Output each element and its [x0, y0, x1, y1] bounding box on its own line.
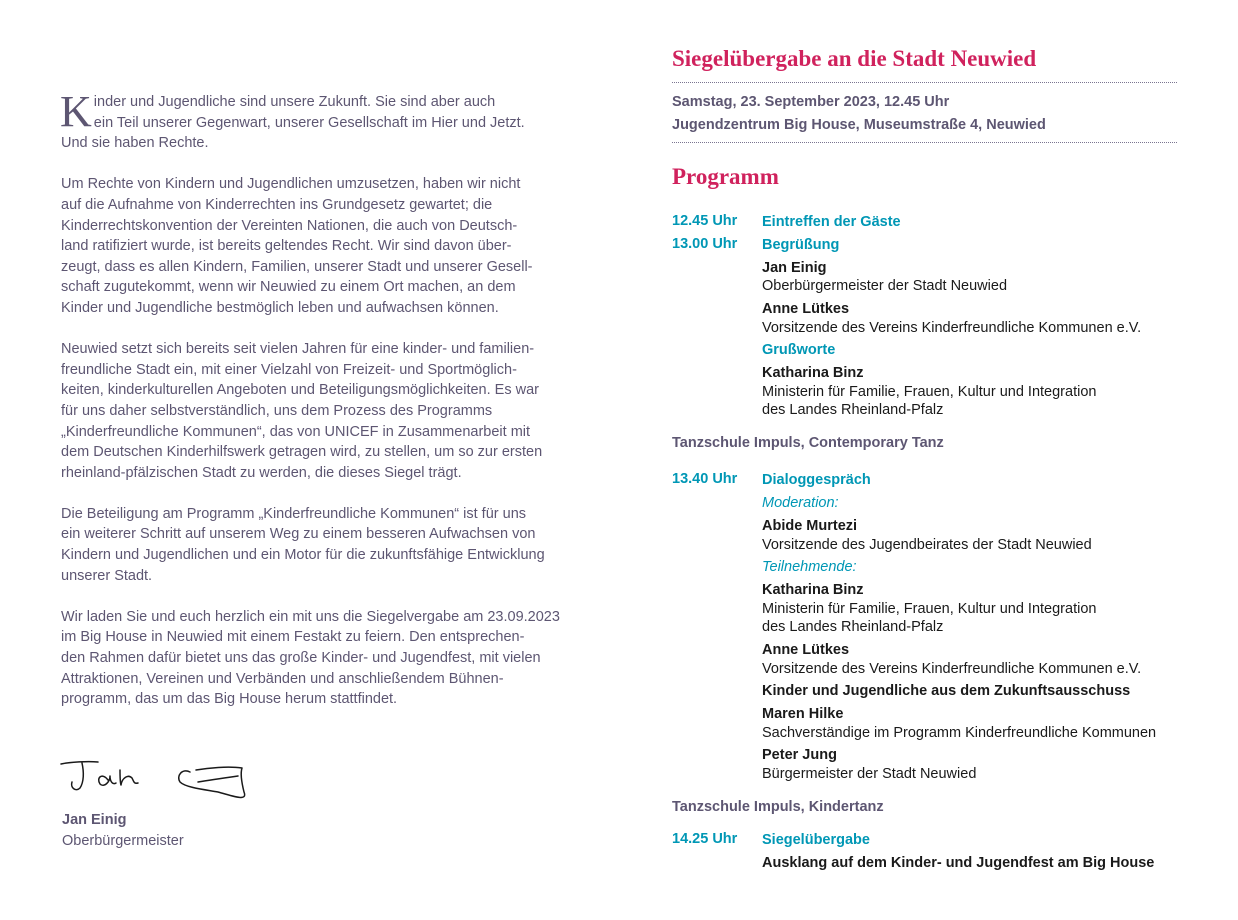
event-header: [672, 40, 1177, 143]
performance: Tanzschule Impuls, Contemporary Tanz: [672, 435, 944, 451]
speaker-name: Katharina Binz: [762, 365, 864, 381]
speaker-role: Ministerin für Familie, Frauen, Kultur und Integration: [762, 601, 1097, 617]
speaker-role: Ministerin für Familie, Frauen, Kultur und Integration: [762, 384, 1097, 400]
speaker-role: Vorsitzende des Jugendbeirates der Stadt Neuwied: [762, 537, 1092, 553]
participants-label: Teilnehmende:: [762, 559, 857, 575]
letter-paragraph-5: Wir laden Sie und euch herzlich ein mit uns die Siegelvergabe am 23.09.2023 im Big House in Neuwied mit einem Festakt zu feiern. Den entsprechen- den Rahmen dafür bietet uns das große Kinder- und Jugendfest, mit vielen Attraktionen, Vereinen und Verbänden und anschließendem Bühnen- programm, das um das Big House herum stattfindet.: [61, 608, 560, 708]
speaker-name: Maren Hilke: [762, 706, 844, 722]
agenda-item: Begrüßung: [762, 237, 840, 253]
speaker-role: Vorsitzende des Vereins Kinderfreundliche Kommunen e.V.: [762, 661, 1142, 677]
divider: [672, 142, 1177, 143]
speaker-role: des Landes Rheinland-Pfalz: [762, 402, 944, 418]
moderation-label: Moderation:: [762, 495, 839, 511]
letter-paragraph-4: Die Beteiligung am Programm „Kinderfreundliche Kommunen“ ist für uns ein weiterer Schritt auf unserem Weg zu einem besseren Aufwachsen von Kindern und Jugendlichen und ein Motor für die zukunftsfähige Entwicklung unserer Stadt.: [61, 505, 545, 584]
speaker-role: Bürgermeister der Stadt Neuwied: [762, 766, 977, 782]
agenda-item: Dialoggespräch: [762, 472, 871, 488]
dropcap: K: [60, 87, 92, 136]
speaker-name: Peter Jung: [762, 747, 837, 763]
speaker-name: Kinder und Jugendliche aus dem Zukunftsausschuss: [762, 683, 1131, 699]
agenda-item: Eintreffen der Gäste: [762, 214, 901, 230]
letter: [60, 87, 581, 730]
time-label: 13.40 Uhr: [672, 471, 738, 487]
event-venue: Jugendzentrum Big House, Museumstraße 4, Neuwied: [672, 117, 1046, 133]
speaker-name: Abide Murtezi: [762, 518, 858, 534]
speaker-name: Anne Lütkes: [762, 642, 850, 658]
speaker-role: Vorsitzende des Vereins Kinderfreundliche Kommunen e.V.: [762, 320, 1142, 336]
programm-heading: Programm: [672, 164, 779, 189]
signer-role: Oberbürgermeister: [62, 833, 184, 849]
speaker-name: Anne Lütkes: [762, 301, 850, 317]
speaker-name: Katharina Binz: [762, 582, 864, 598]
agenda-item: Siegelübergabe: [762, 832, 870, 848]
agenda-item: Grußworte: [762, 342, 836, 358]
speaker-role: des Landes Rheinland-Pfalz: [762, 619, 944, 635]
programm-heading-wrap: [672, 164, 779, 189]
letter-paragraph-2: Um Rechte von Kindern und Jugendlichen umzusetzen, haben wir nicht auf die Aufnahme von Kinderrechten ins Grundgesetz gewartet; die Kinderrechtskonvention der Vereinten Nationen, die auch von Deutsch- land ratifiziert wurde, ist bereits geltendes Recht. Wir sind davon über- zeugt, dass es allen Kindern, Familien, unserer Stadt und unserer Gesell- schaft zugutekommt, wenn wir Neuwied zu einem Ort machen, an dem Kinder und Jugendliche bestmöglich leben und aufwachsen können.: [61, 176, 533, 316]
event-title: Siegelübergabe an die Stadt Neuwied: [672, 46, 1037, 71]
time-label: 13.00 Uhr: [672, 236, 738, 252]
speaker-role: Oberbürgermeister der Stadt Neuwied: [762, 278, 1008, 294]
closing-line: Ausklang auf dem Kinder- und Jugendfest am Big House: [762, 855, 1155, 871]
speaker-role: Sachverständige im Programm Kinderfreundliche Kommunen: [762, 725, 1157, 741]
divider: [672, 82, 1177, 83]
time-label: 14.25 Uhr: [672, 831, 738, 847]
letter-paragraph-1: Kinder und Jugendliche sind unsere Zukunft. Sie sind aber auch ein Teil unserer Gegenwart, unserer Gesellschaft im Hier und Jetzt. Und sie haben Rechte.: [60, 87, 525, 152]
performance: Tanzschule Impuls, Kindertanz: [672, 799, 884, 815]
event-date: Samstag, 23. September 2023, 12.45 Uhr: [672, 94, 950, 110]
speaker-name: Jan Einig: [762, 260, 827, 276]
signer-name: Jan Einig: [62, 812, 127, 828]
signature-image: [58, 752, 258, 810]
time-label: 12.45 Uhr: [672, 213, 738, 229]
letter-paragraph-3: Neuwied setzt sich bereits seit vielen Jahren für eine kinder- und familien- freundliche Stadt ein, mit einer Vielzahl von Freizeit- und Sportmöglich- keiten, kinderkulturellen Angeboten und Beteiligungsmöglichkeiten. Es war für uns daher selbstverständlich, uns dem Prozess des Programms „Kinderfreundliche Kommunen“, das von UNICEF in Zusammenarbeit mit dem Deutschen Kinderhilfswerk getragen wird, zu stellen, um so zur ersten rheinland-pfälzischen Stadt zu werden, die dieses Siegel trägt.: [61, 341, 543, 481]
